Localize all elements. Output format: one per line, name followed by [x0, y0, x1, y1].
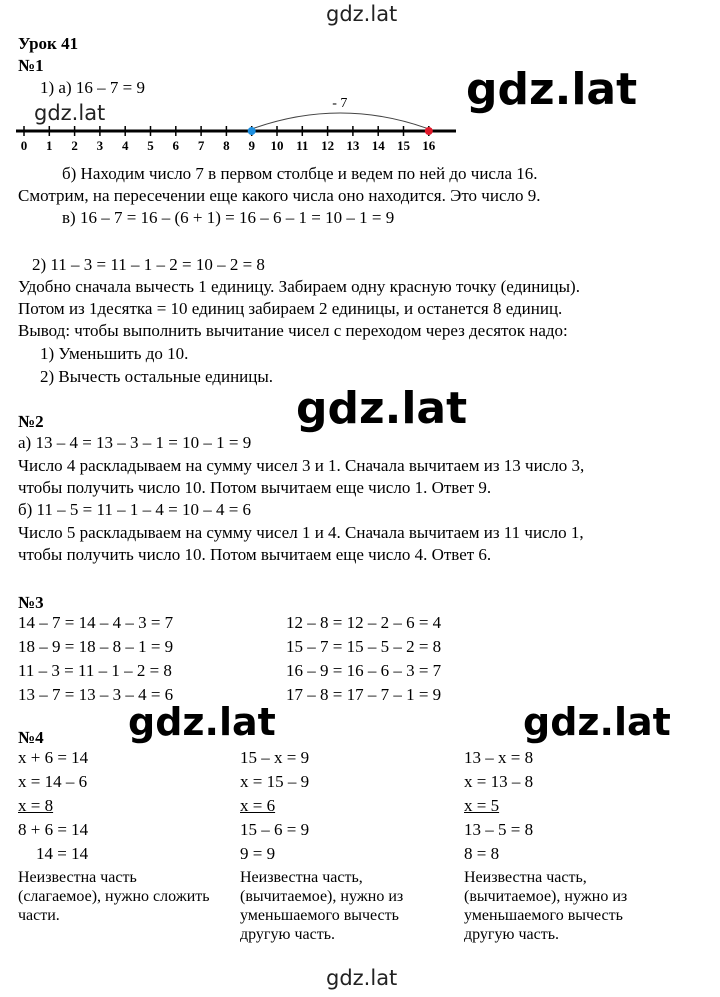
- n1-heading: №1: [18, 56, 44, 75]
- n3-left-row: 14 – 7 = 14 – 4 – 3 = 7: [18, 613, 174, 632]
- n4-col1-check-result: 14 = 14: [36, 844, 89, 863]
- n4-col3-line1: 13 – x = 8: [464, 748, 534, 767]
- number-line-tick-label: 1: [46, 138, 53, 153]
- n4-col3-check-result: 8 = 8: [464, 844, 500, 863]
- n1-b-line1: б) Находим число 7 в первом столбце и ведем по ней до числа 16.: [62, 164, 538, 183]
- number-line-tick-label: 5: [147, 138, 154, 153]
- watermark-line-big: gdz.lat: [466, 64, 638, 115]
- n4-col3-note-line: уменьшаемого вычесть: [464, 907, 623, 924]
- n4-col2-note-line: другую часть.: [240, 926, 335, 943]
- number-line-tick-label: 10: [270, 138, 284, 153]
- number-line-tick-label: 16: [422, 138, 436, 153]
- n4-col2-line1: 15 – x = 9: [240, 748, 310, 767]
- n3-right-row: 17 – 8 = 17 – 7 – 1 = 9: [286, 685, 442, 704]
- n4-heading: №4: [18, 728, 44, 747]
- n3-left-row: 18 – 9 = 18 – 8 – 1 = 9: [18, 637, 174, 656]
- n4-col3-note-line: Неизвестна часть,: [464, 869, 587, 886]
- n2-heading: №2: [18, 412, 44, 431]
- n2-b-line: б) 11 – 5 = 11 – 1 – 4 = 10 – 4 = 6: [18, 500, 252, 519]
- watermark-n4-right: gdz.lat: [523, 700, 671, 744]
- n2-a-text2: чтобы получить число 10. Потом вычитаем еще число 1. Ответ 9.: [18, 478, 492, 497]
- n4-col2-check-result: 9 = 9: [240, 844, 276, 863]
- n1-text2: Потом из 1десятка = 10 единиц забираем 2 единицы, и останется 8 единиц.: [18, 299, 563, 318]
- n4-col1-note-line: Неизвестна часть: [18, 869, 137, 886]
- n4-col3: [464, 746, 533, 866]
- n4-col3-check: 13 – 5 = 8: [464, 820, 534, 839]
- number-line-tick-label: 15: [397, 138, 410, 153]
- number-line-tick-label: 8: [223, 138, 230, 153]
- n4-col1-line2: x = 14 – 6: [18, 772, 88, 791]
- number-line-tick-label: 9: [248, 138, 255, 153]
- number-line-tick-label: 3: [96, 138, 104, 153]
- number-line-end-point: [248, 127, 256, 135]
- n2-b-text1: Число 5 раскладываем на сумму чисел 1 и 4. Сначала вычитаем из 11 число 1,: [18, 523, 584, 542]
- number-line-tick-label: 2: [71, 138, 78, 153]
- n3-right-row: 12 – 8 = 12 – 2 – 6 = 4: [286, 613, 442, 632]
- n3-heading: №3: [18, 593, 44, 612]
- lesson-title: Урок 41: [18, 34, 79, 53]
- number-line-tick-label: 14: [371, 138, 385, 153]
- n4-col1-note: [18, 868, 210, 925]
- n1-step2: 2) Вычесть остальные единицы.: [40, 367, 274, 386]
- n2-a-line: а) 13 – 4 = 13 – 3 – 1 = 10 – 1 = 9: [18, 433, 252, 452]
- number-line-arc-label: - 7: [332, 96, 348, 111]
- watermark-line-small: gdz.lat: [34, 101, 106, 125]
- n4-col1-answer: x = 8: [18, 796, 54, 815]
- n2-b-text2: чтобы получить число 10. Потом вычитаем еще число 4. Ответ 6.: [18, 545, 492, 564]
- n1-step1: 1) Уменьшить до 10.: [40, 344, 189, 363]
- n4-col2-note-line: уменьшаемого вычесть: [240, 907, 399, 924]
- watermark-n4-left: gdz.lat: [128, 700, 276, 744]
- number-line-tick-label: 12: [321, 138, 335, 153]
- n4-col2: [240, 746, 309, 866]
- n4-col2-note-line: (вычитаемое), нужно из: [240, 888, 404, 905]
- n4-col1-line1: x + 6 = 14: [18, 748, 89, 767]
- n4-col3-answer: x = 5: [464, 796, 500, 815]
- n3-left-row: 13 – 7 = 13 – 3 – 4 = 6: [18, 685, 174, 704]
- watermark-top: gdz.lat: [326, 2, 398, 26]
- n1-p2-line: 2) 11 – 3 = 11 – 1 – 2 = 10 – 2 = 8: [32, 255, 265, 274]
- n4-col1-check: 8 + 6 = 14: [18, 820, 89, 839]
- n3-right-row: 16 – 9 = 16 – 6 – 3 = 7: [286, 661, 442, 680]
- n1-text3: Вывод: чтобы выполнить вычитание чисел с переходом через десяток надо:: [18, 321, 568, 340]
- n4-col3-note-line: (вычитаемое), нужно из: [464, 888, 628, 905]
- n4-col3-note: [464, 868, 627, 944]
- watermark-mid-big: gdz.lat: [296, 383, 468, 434]
- number-line-arc: [252, 113, 429, 129]
- n4-col2-line2: x = 15 – 9: [240, 772, 310, 791]
- number-line: [16, 95, 466, 153]
- n3-right-row: 15 – 7 = 15 – 5 – 2 = 8: [286, 637, 442, 656]
- n4-col3-line2: x = 13 – 8: [464, 772, 534, 791]
- n3-left-column: [18, 611, 173, 707]
- n4-col1-note-line: (слагаемое), нужно сложить: [18, 888, 210, 905]
- n2-a-text1: Число 4 раскладываем на сумму чисел 3 и 1. Сначала вычитаем из 13 число 3,: [18, 456, 585, 475]
- n3-left-row: 11 – 3 = 11 – 1 – 2 = 8: [18, 661, 172, 680]
- n4-col2-note: [240, 868, 403, 944]
- n3-right-column: [286, 611, 441, 707]
- n4-col2-check: 15 – 6 = 9: [240, 820, 310, 839]
- number-line-tick-label: 0: [20, 138, 28, 153]
- number-line-tick-label: 6: [172, 138, 180, 153]
- number-line-tick-label: 11: [296, 138, 309, 153]
- n4-col3-note-line: другую часть.: [464, 926, 559, 943]
- n1-b-line2: Смотрим, на пересечении еще какого числа оно находится. Это число 9.: [18, 186, 541, 205]
- n4-col2-note-line: Неизвестна часть,: [240, 869, 363, 886]
- n1-v-line: в) 16 – 7 = 16 – (6 + 1) = 16 – 6 – 1 = 10 – 1 = 9: [62, 208, 395, 227]
- number-line-tick-label: 7: [197, 138, 205, 153]
- n1-text1: Удобно сначала вычесть 1 единицу. Забираем одну красную точку (единицы).: [18, 277, 580, 296]
- number-line-tick-label: 4: [121, 138, 129, 153]
- watermark-bottom: gdz.lat: [326, 966, 398, 990]
- n4-col1-note-line: части.: [18, 907, 60, 924]
- number-line-tick-label: 13: [346, 138, 360, 153]
- n1-a-line: 1) а) 16 – 7 = 9: [40, 78, 145, 97]
- n4-col2-answer: x = 6: [240, 796, 276, 815]
- number-line-start-point: [425, 127, 433, 135]
- n4-col1: [18, 746, 88, 866]
